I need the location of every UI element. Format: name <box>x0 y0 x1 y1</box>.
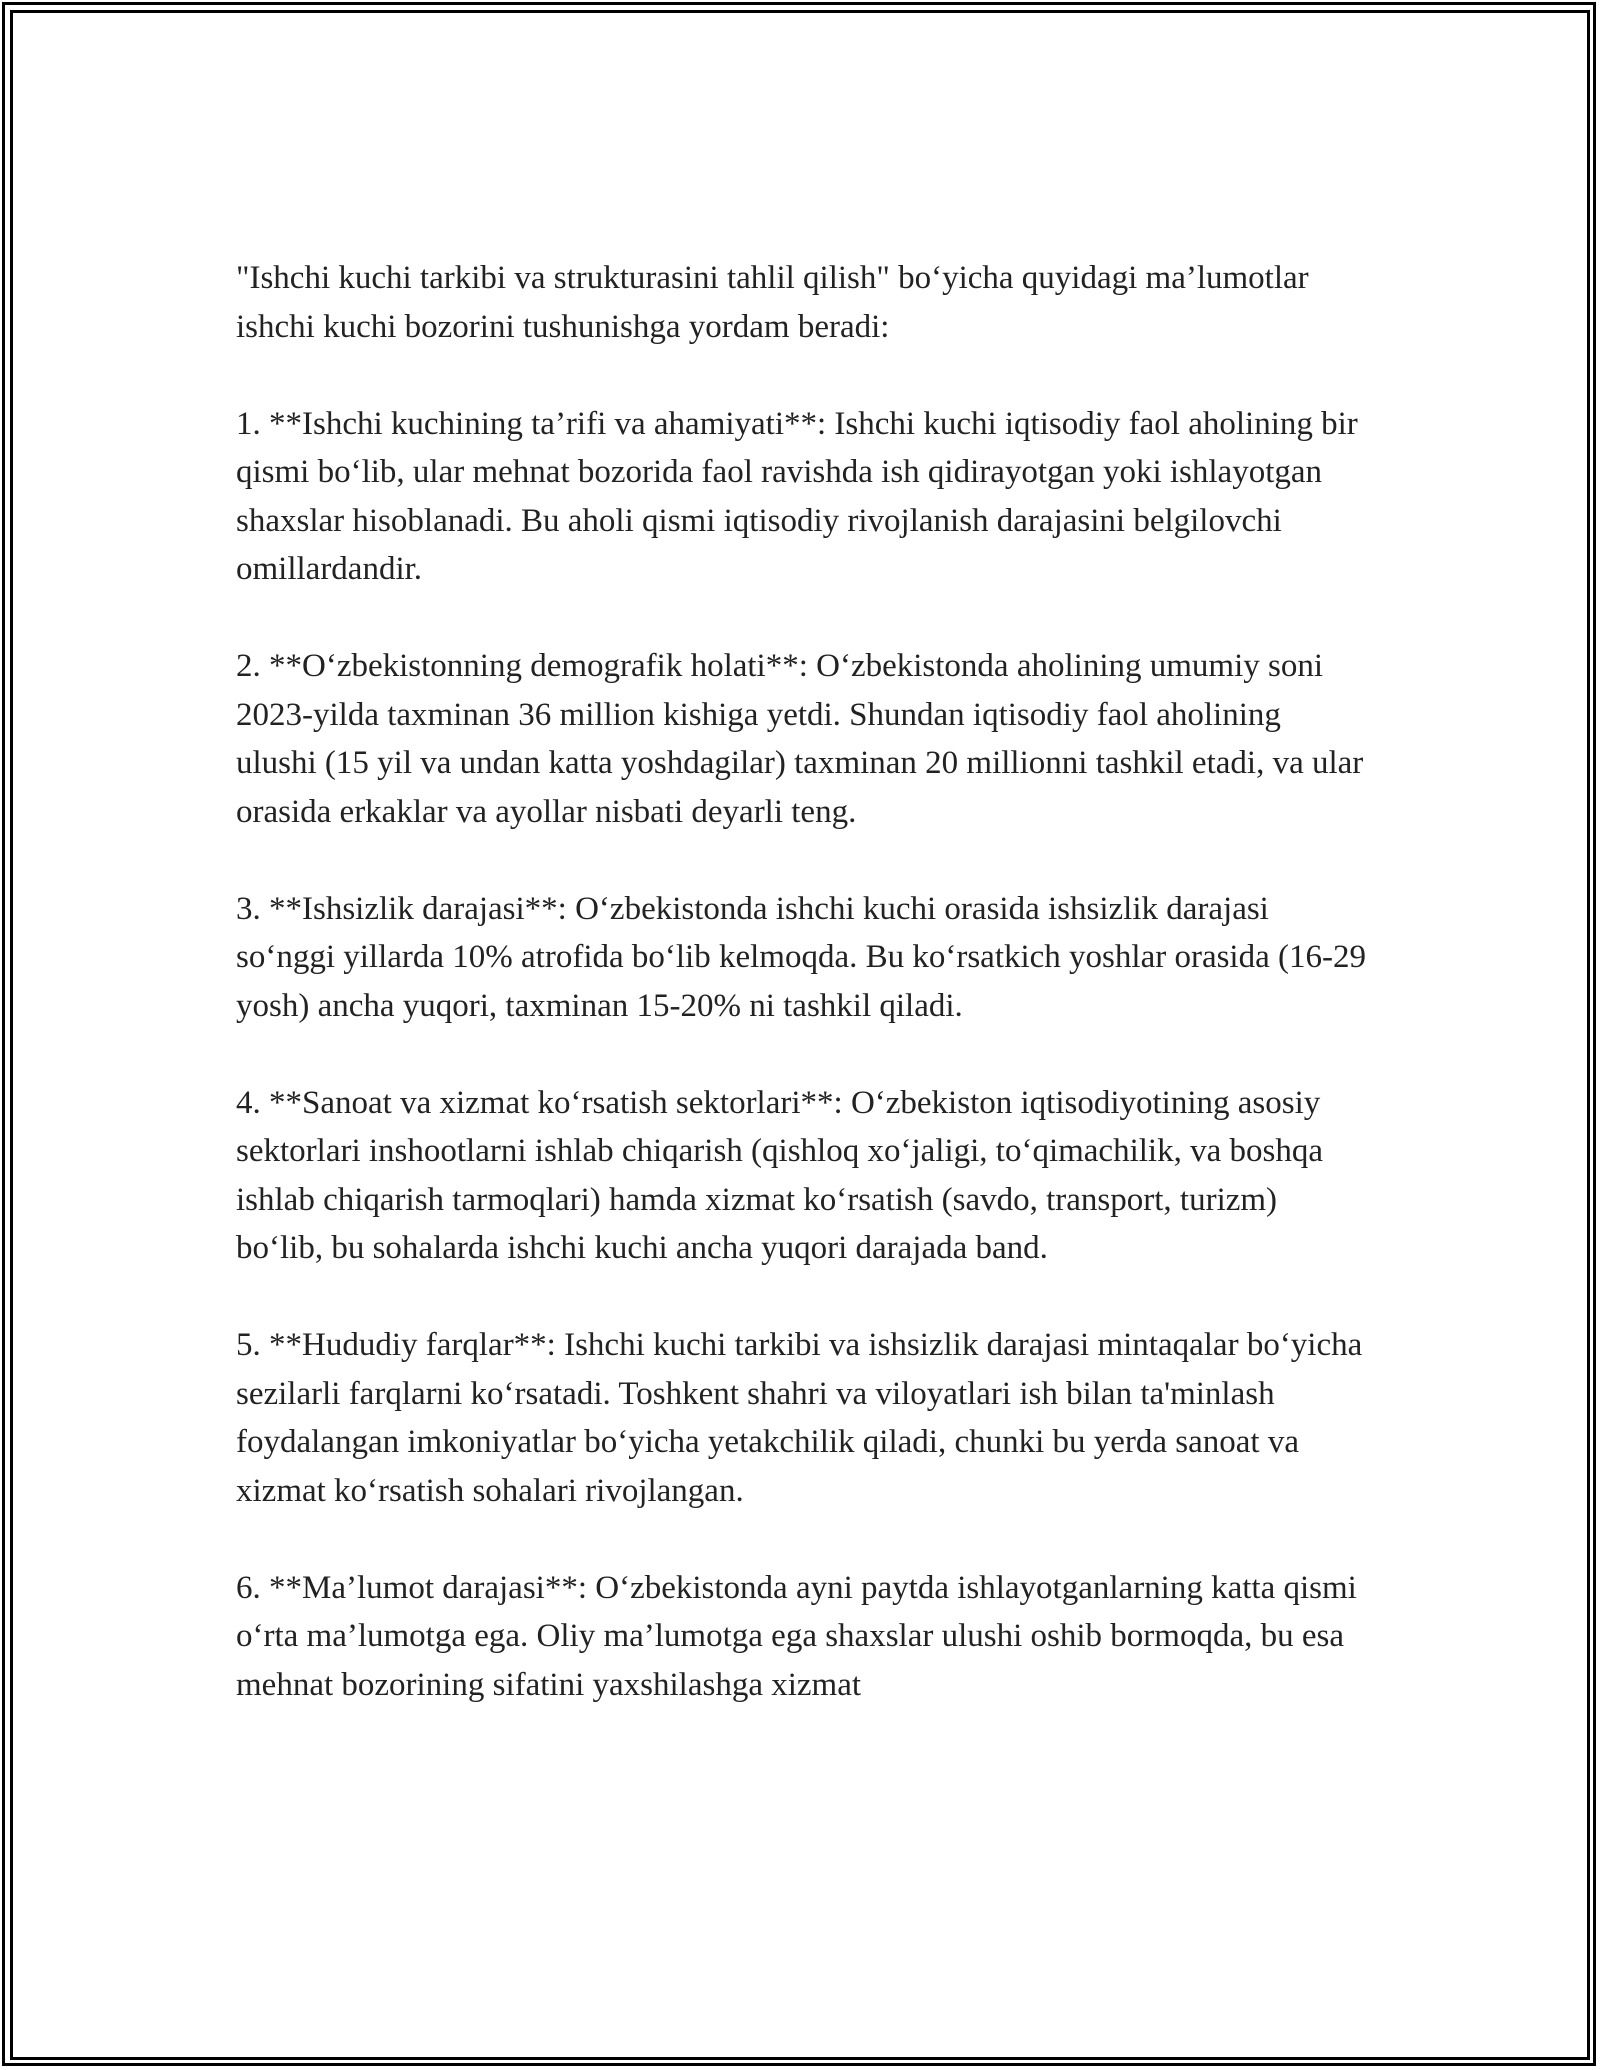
list-item: 6. **Ma’lumot darajasi**: O‘zbekistonda ayni paytda ishlayotganlarning katta qismi o‘rta ma’lumotga ega. Oliy ma’lumotga ega shaxslar ulushi oshib bormoqda, bu esa mehnat bozorining sifatini yaxshilashga xizmat <box>236 1569 1357 1703</box>
list-item: 3. **Ishsizlik darajasi**: O‘zbekistonda ishchi kuchi orasida ishsizlik darajasi so‘nggi yillarda 10% atrofida bo‘lib kelmoqda. Bu ko‘rsatkich yoshlar orasida (16-29 yosh) ancha yuqori, taxminan 15-20% ni tashkil qiladi. <box>236 890 1366 1024</box>
list-item: 2. **O‘zbekistonning demografik holati**: O‘zbekistonda aholining umumiy soni 2023-yilda taxminan 36 million kishiga yetdi. Shundan iqtisodiy faol aholining ulushi (15 yil va undan katta yoshdagilar) taxminan 20 millionni tashkil etadi, va ular orasida erkaklar va ayollar nisbati deyarli teng. <box>236 648 1364 830</box>
list-item: 4. **Sanoat va xizmat ko‘rsatish sektorlari**: O‘zbekiston iqtisodiyotining asosiy sektorlari inshootlarni ishlab chiqarish (qishloq xo‘jaligi, to‘qimachilik, va boshqa ishlab chiqarish tarmoqlari) hamda xizmat ko‘rsatish (savdo, transport, turizm) bo‘lib, bu sohalarda ishchi kuchi ancha yuqori darajada band. <box>236 1084 1323 1266</box>
intro-paragraph: "Ishchi kuchi tarkibi va strukturasini tahlil qilish" bo‘yicha quyidagi ma’lumotlar ishchi kuchi bozorini tushunishga yordam beradi: <box>236 260 1309 345</box>
list-item: 5. **Hududiy farqlar**: Ishchi kuchi tarkibi va ishsizlik darajasi mintaqalar bo‘yicha sezilarli farqlarni ko‘rsatadi. Toshkent shahri va viloyatlari ish bilan ta'minlash foydalangan imkoniyatlar bo‘yicha yetakchilik qiladi, chunki bu yerda sanoat va xizmat ko‘rsatish sohalari rivojlangan. <box>236 1327 1363 1509</box>
list-item: 1. **Ishchi kuchining ta’rifi va ahamiyati**: Ishchi kuchi iqtisodiy faol aholining bir qismi bo‘lib, ular mehnat bozorida faol ravishda ish qidirayotgan yoki ishlayotgan shaxslar hisoblanadi. Bu aholi qismi iqtisodiy rivojlanish darajasini belgilovchi omillardandir. <box>236 405 1358 587</box>
document-body <box>236 254 1366 1758</box>
